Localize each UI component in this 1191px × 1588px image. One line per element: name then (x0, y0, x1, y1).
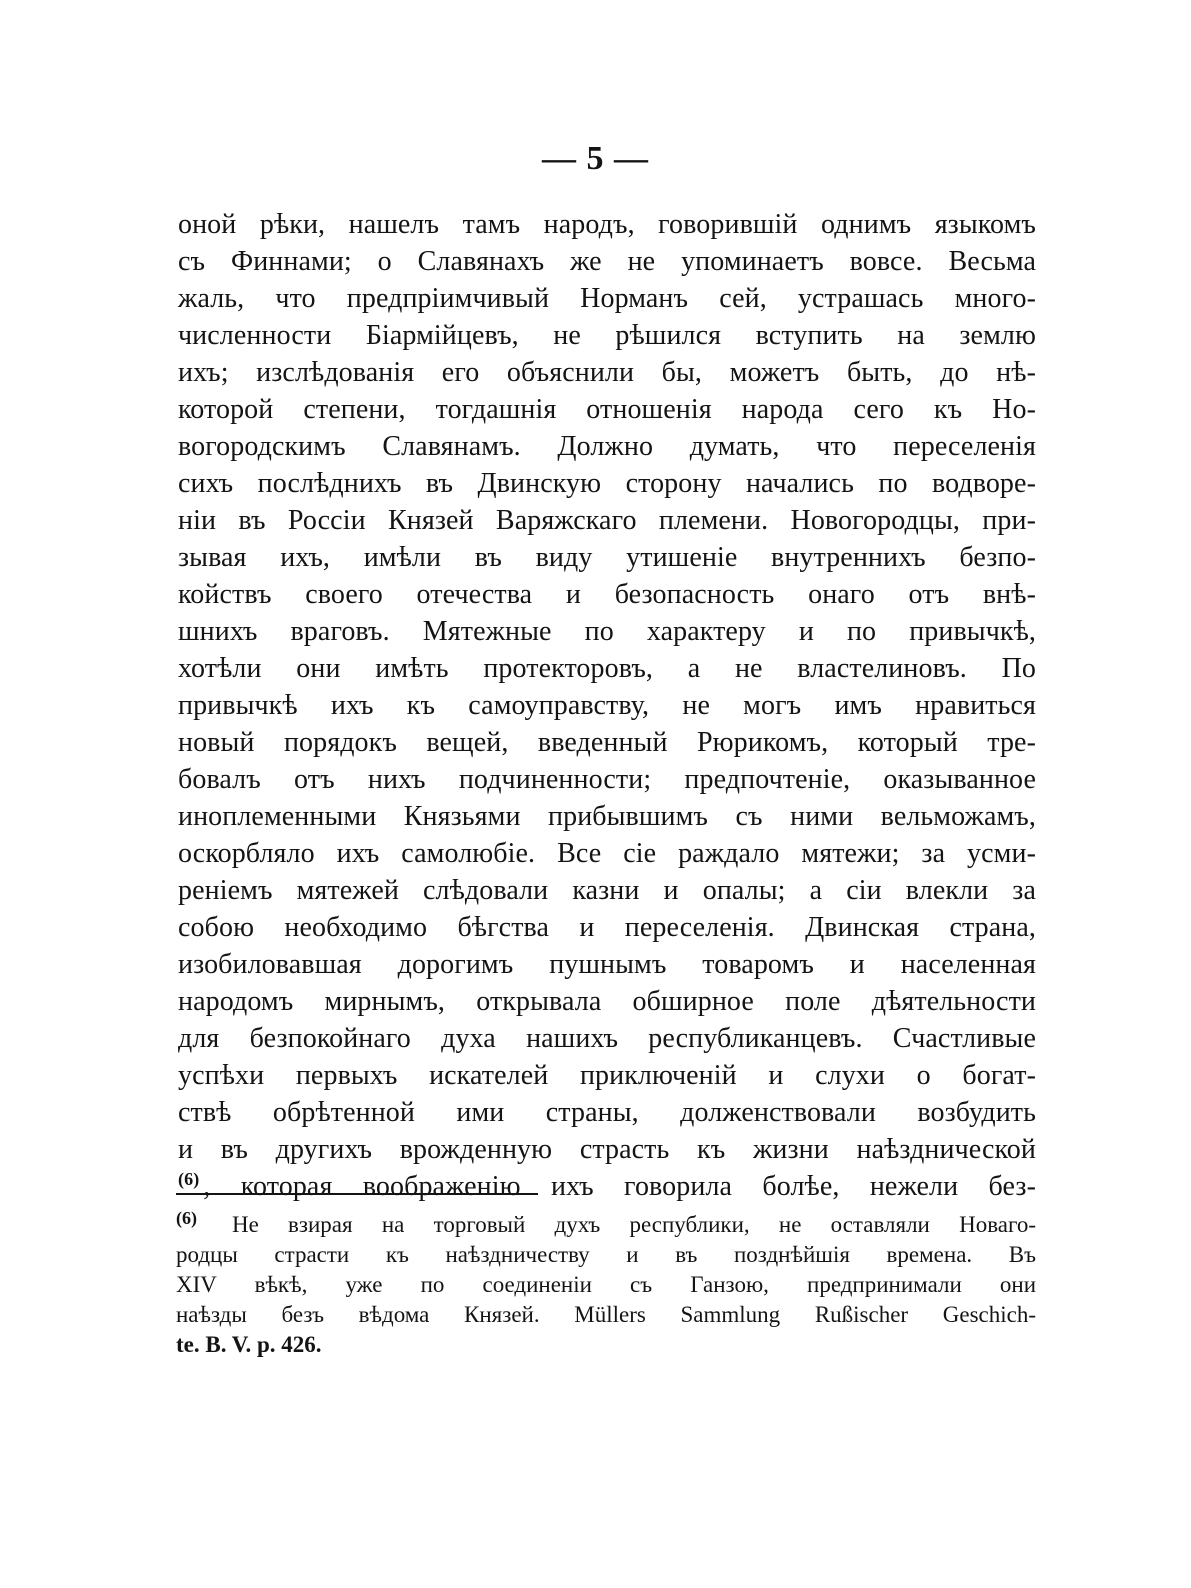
footnote-reference[interactable]: (6) (178, 1168, 200, 1189)
main-text (178, 206, 1036, 1205)
text-line: койствъ своего отечества и безопасность онаго отъ внѣ- (178, 579, 1036, 610)
text-line: новый порядокъ вещей, введенный Рюрикомъ, который тре- (178, 727, 1036, 758)
text-line: сихъ послѣднихъ въ Двинскую сторону начались по водворе- (178, 468, 1036, 499)
footnote-line: te. B. V. p. 426. (176, 1332, 322, 1357)
footnote-line: Не взирая на торговый духъ республики, не оставляли Новаго- (232, 1212, 1036, 1237)
footnote-text (176, 1210, 1036, 1360)
text-line: ніи въ Россіи Князей Варяжскаго племени. Новогородцы, при- (178, 505, 1036, 536)
text-line: иноплеменными Князьями прибывшимъ съ ними вельможамъ, (178, 801, 1036, 832)
text-line-tail: , которая воображенію ихъ говорила болѣе, нежели без- (203, 1171, 1036, 1202)
footnote-line: наѣзды безъ вѣдома Князей. Müllers Sammlung Rußischer Geschich- (176, 1302, 1036, 1327)
text-line: привычкѣ ихъ къ самоуправству, не могъ имъ нравиться (178, 690, 1036, 721)
text-line: вогородскимъ Славянамъ. Должно думать, что переселенія (178, 431, 1036, 462)
text-line: ихъ; изслѣдованія его объяснили бы, можетъ быть, до нѣ- (178, 357, 1036, 388)
footnote-line: XIV вѣкѣ, уже по соединеніи съ Ганзою, предпринимали они (176, 1272, 1036, 1297)
text-line: и въ другихъ врожденную страсть къ жизни наѣзднической (178, 1134, 1036, 1165)
text-line: изобиловавшая дорогимъ пушнымъ товаромъ и населенная (178, 949, 1036, 980)
text-line: для безпокойнаго духа нашихъ республиканцевъ. Счастливые (178, 1023, 1036, 1054)
footnote-divider (176, 1193, 538, 1195)
text-line: шнихъ враговъ. Мятежные по характеру и по привычкѣ, (178, 616, 1036, 647)
text-line: оной рѣки, нашелъ тамъ народъ, говорившій однимъ языкомъ (178, 209, 1036, 240)
page-number: — 5 — (542, 140, 649, 177)
footnote-mark: (6) (176, 1208, 197, 1228)
text-line: жаль, что предпріимчивый Норманъ сей, устрашась много- (178, 283, 1036, 314)
text-line: которой степени, тогдашнія отношенія народа сего къ Но- (178, 394, 1036, 425)
text-line: хотѣли они имѣть протекторовъ, а не властелиновъ. По (178, 653, 1036, 684)
text-line: успѣхи первыхъ искателей приключеній и слухи о богат- (178, 1060, 1036, 1091)
text-line: численности Біармійцевъ, не рѣшился вступить на землю (178, 320, 1036, 351)
text-line-with-footnote-ref (178, 1168, 1036, 1205)
text-line: оскорбляло ихъ самолюбіе. Все сіе раждало мятежи; за усми- (178, 838, 1036, 869)
text-line: собою необходимо бѣгства и переселенія. Двинская страна, (178, 912, 1036, 943)
text-line: реніемъ мятежей слѣдовали казни и опалы; а сіи влекли за (178, 875, 1036, 906)
text-line: ствѣ обрѣтенной ими страны, долженствовали возбудить (178, 1097, 1036, 1128)
text-line: бовалъ отъ нихъ подчиненности; предпочтеніе, оказыванное (178, 764, 1036, 795)
text-line: народомъ мирнымъ, открывала обширное поле дѣятельности (178, 986, 1036, 1017)
text-line: съ Финнами; о Славянахъ же не упоминаетъ вовсе. Весьма (178, 246, 1036, 277)
footnote-line: родцы страсти къ наѣздничеству и въ позднѣйшія времена. Въ (176, 1242, 1036, 1267)
text-line: зывая ихъ, имѣли въ виду утишеніе внутреннихъ безпо- (178, 542, 1036, 573)
